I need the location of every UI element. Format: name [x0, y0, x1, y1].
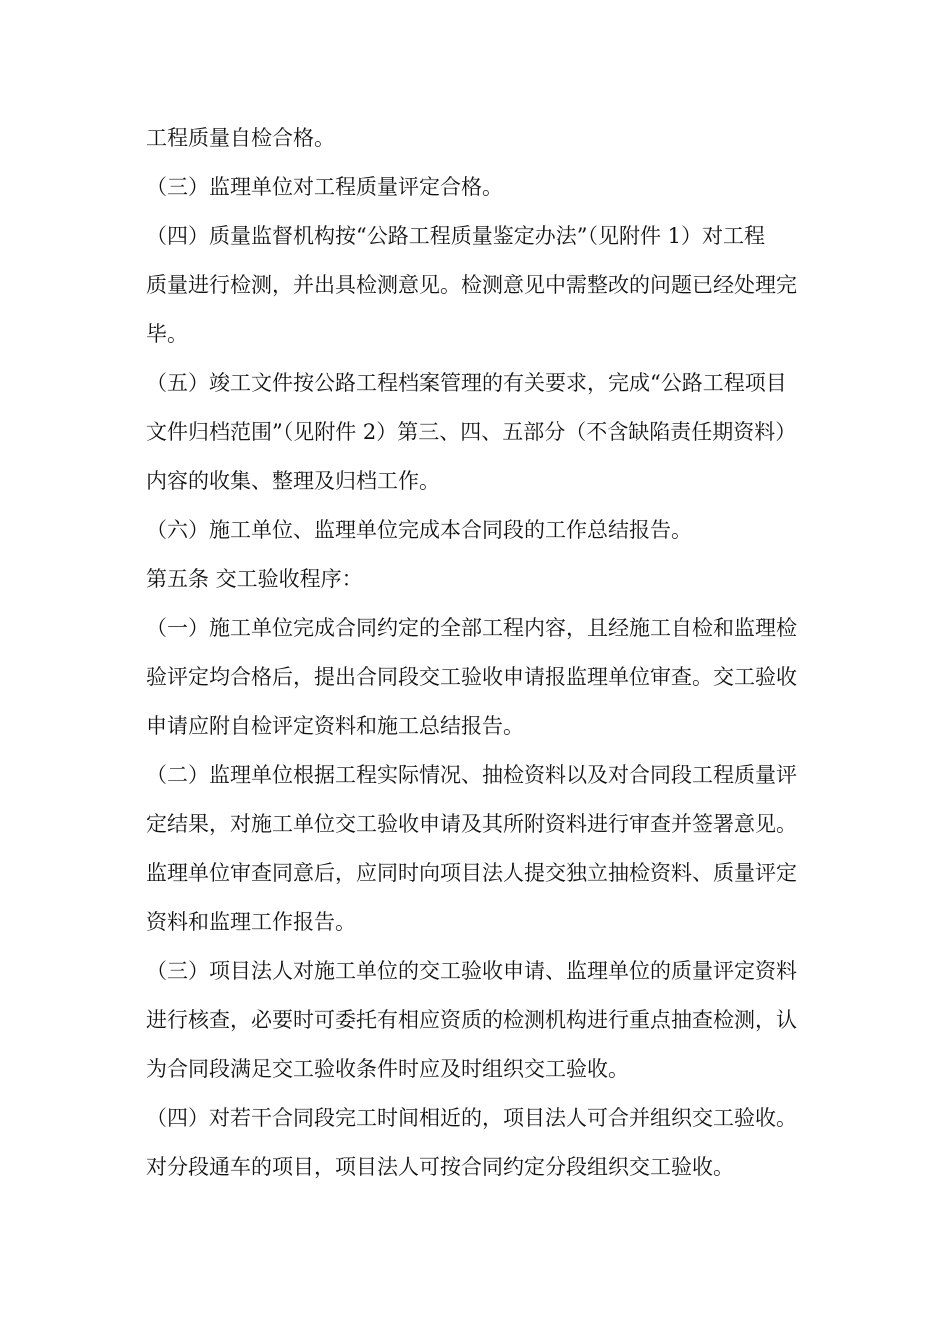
text-line: （二）监理单位根据工程实际情况、抽检资料以及对合同段工程质量评 [146, 763, 797, 787]
text-line: 监理单位审查同意后，应同时向项目法人提交独立抽检资料、质量评定 [146, 861, 797, 885]
text-line: 对分段通车的项目，项目法人可按合同约定分段组织交工验收。 [146, 1155, 734, 1179]
text-line: 定结果，对施工单位交工验收申请及其所附资料进行审查并签署意见。 [146, 812, 797, 836]
text-line: （四）对若干合同段完工时间相近的，项目法人可合并组织交工验收。 [146, 1106, 797, 1130]
text-line: 资料和监理工作报告。 [146, 910, 356, 934]
text-line: 工程质量自检合格。 [146, 126, 335, 150]
text-line: 毕。 [146, 322, 188, 346]
text-line: （六）施工单位、监理单位完成本合同段的工作总结报告。 [146, 518, 692, 542]
text-line: 质量进行检测，并出具检测意见。检测意见中需整改的问题已经处理完 [146, 273, 797, 297]
text-line: （五）竣工文件按公路工程档案管理的有关要求，完成“公路工程项目 [146, 371, 787, 395]
text-line: 进行核查，必要时可委托有相应资质的检测机构进行重点抽查检测，认 [146, 1008, 797, 1032]
text-line: 文件归档范围”（见附件 2）第三、四、五部分（不含缺陷责任期资料） [146, 420, 797, 444]
text-line: （一）施工单位完成合同约定的全部工程内容，且经施工自检和监理检 [146, 616, 797, 640]
text-line: 为合同段满足交工验收条件时应及时组织交工验收。 [146, 1057, 629, 1081]
text-line: 验评定均合格后，提出合同段交工验收申请报监理单位审查。交工验收 [146, 665, 797, 689]
document-body [146, 114, 811, 1192]
text-line: （四）质量监督机构按“公路工程质量鉴定办法”（见附件 1）对工程 [146, 224, 766, 248]
text-line: 内容的收集、整理及归档工作。 [146, 469, 440, 493]
section-heading: 第五条 交工验收程序： [146, 567, 363, 591]
text-line: 申请应附自检评定资料和施工总结报告。 [146, 714, 524, 738]
text-line: （三）项目法人对施工单位的交工验收申请、监理单位的质量评定资料 [146, 959, 797, 983]
text-line: （三）监理单位对工程质量评定合格。 [146, 175, 503, 199]
